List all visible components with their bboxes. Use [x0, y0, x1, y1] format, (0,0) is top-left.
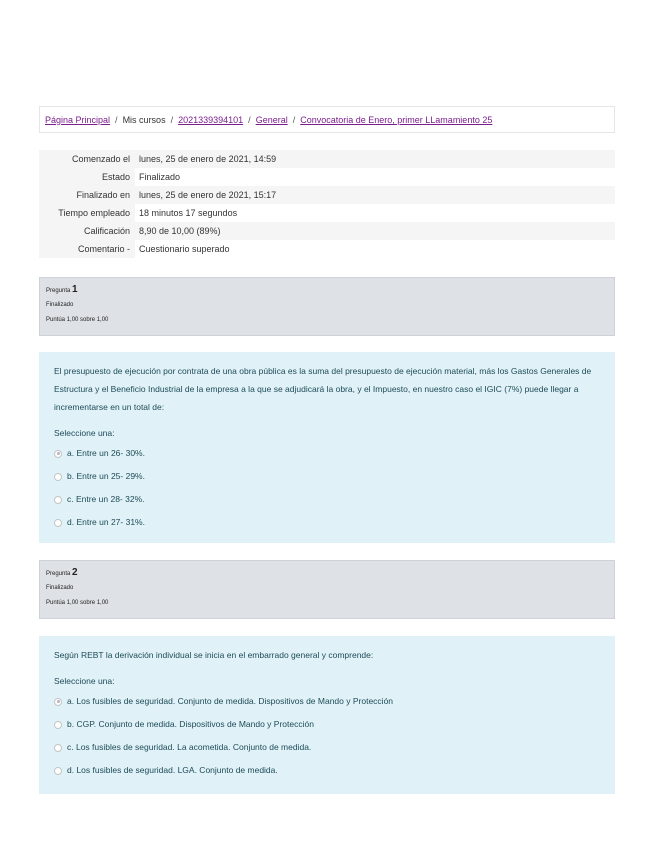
question-number-value: 1 — [72, 284, 78, 295]
answer-option[interactable] — [54, 465, 600, 488]
question-number-value: 2 — [72, 567, 78, 578]
answer-label: c. Entre un 28- 32%. — [67, 494, 145, 504]
radio-icon[interactable] — [54, 473, 62, 481]
summary-value: 18 minutos 17 segundos — [139, 208, 238, 218]
radio-icon[interactable] — [54, 744, 62, 752]
question-1-info — [39, 277, 615, 336]
breadcrumb-separator: / — [248, 115, 251, 125]
summary-label: Comentario - — [39, 240, 135, 258]
radio-selected-icon[interactable] — [54, 698, 62, 706]
summary-label: Estado — [39, 168, 135, 186]
breadcrumb-course-link[interactable]: 2021339394101 — [178, 115, 244, 125]
radio-icon[interactable] — [54, 767, 62, 775]
question-grade: Puntúa 1,00 sobre 1,00 — [46, 600, 109, 606]
summary-row-state — [39, 168, 615, 186]
question-state: Finalizado — [46, 585, 74, 591]
summary-label: Finalizado en — [39, 186, 135, 204]
summary-row-feedback — [39, 240, 615, 258]
answer-option[interactable] — [54, 488, 600, 511]
answer-prompt: Seleccione una: — [54, 428, 115, 438]
question-number — [46, 567, 614, 578]
answer-option[interactable] — [54, 713, 600, 736]
breadcrumb-quiz-link[interactable]: Convocatoria de Enero, primer LLamamiento 25 — [300, 115, 493, 125]
radio-icon[interactable] — [54, 519, 62, 527]
question-text: El presupuesto de ejecución por contrata de una obra pública es la suma del presupuesto de ejecución material, más los Gastos Generales de Estructura y el Beneficio Industrial de la empresa a la que se adjudicará la obra, y el Impuesto, en nuestro caso el IGIC (7%) puede llegar a incrementarse en un total de: — [54, 366, 592, 412]
answer-label: a. Los fusibles de seguridad. Conjunto de medida. Dispositivos de Mando y Protección — [67, 696, 394, 706]
answer-list — [54, 690, 600, 782]
summary-value: Finalizado — [139, 172, 181, 182]
breadcrumb-separator: / — [115, 115, 118, 125]
answer-label: c. Los fusibles de seguridad. La acometida. Conjunto de medida. — [67, 742, 312, 752]
answer-list — [54, 442, 600, 534]
question-number — [46, 284, 614, 295]
breadcrumb-section-link[interactable]: General — [255, 115, 288, 125]
answer-option[interactable] — [54, 759, 600, 782]
breadcrumb-separator: / — [292, 115, 296, 125]
summary-value: lunes, 25 de enero de 2021, 14:59 — [135, 150, 615, 168]
radio-icon[interactable] — [54, 496, 62, 504]
summary-row-time-taken — [39, 204, 615, 222]
answer-option[interactable] — [54, 442, 600, 465]
summary-value: lunes, 25 de enero de 2021, 15:17 — [135, 186, 615, 204]
breadcrumb-my-courses: Mis cursos — [122, 115, 166, 125]
answer-label: b. Entre un 25- 29%. — [67, 471, 145, 481]
question-label: Pregunta — [46, 288, 71, 294]
radio-selected-icon[interactable] — [54, 450, 62, 458]
answer-label: a. Entre un 26- 30%. — [67, 448, 145, 458]
summary-value: 8,90 de 10,00 (89%) — [135, 222, 615, 240]
summary-value: Cuestionario superado — [139, 244, 230, 254]
question-grade: Puntúa 1,00 sobre 1,00 — [46, 317, 109, 323]
answer-label: d. Los fusibles de seguridad. LGA. Conjunto de medida. — [67, 765, 278, 775]
question-state: Finalizado — [46, 302, 74, 308]
question-text: Según REBT la derivación individual se inicia en el embarrado general y comprende: — [54, 650, 374, 660]
breadcrumb-home-link[interactable]: Página Principal — [45, 115, 111, 125]
summary-row-started — [39, 150, 615, 168]
summary-label: Tiempo empleado — [39, 204, 135, 222]
breadcrumb-separator: / — [170, 115, 174, 125]
breadcrumb — [39, 106, 615, 133]
question-2-info — [39, 560, 615, 619]
answer-option[interactable] — [54, 690, 600, 713]
question-2-content — [39, 636, 615, 794]
summary-label: Calificación — [39, 222, 135, 240]
answer-option[interactable] — [54, 736, 600, 759]
question-label: Pregunta — [46, 571, 71, 577]
summary-row-grade — [39, 222, 615, 240]
summary-row-finished — [39, 186, 615, 204]
answer-option[interactable] — [54, 511, 600, 534]
question-1-content — [39, 352, 615, 543]
radio-icon[interactable] — [54, 721, 62, 729]
attempt-summary-table — [39, 150, 615, 258]
answer-label: d. Entre un 27- 31%. — [67, 517, 145, 527]
answer-prompt: Seleccione una: — [54, 676, 115, 686]
answer-label: b. CGP. Conjunto de medida. Dispositivos de Mando y Protección — [67, 719, 314, 729]
summary-label: Comenzado el — [39, 150, 135, 168]
